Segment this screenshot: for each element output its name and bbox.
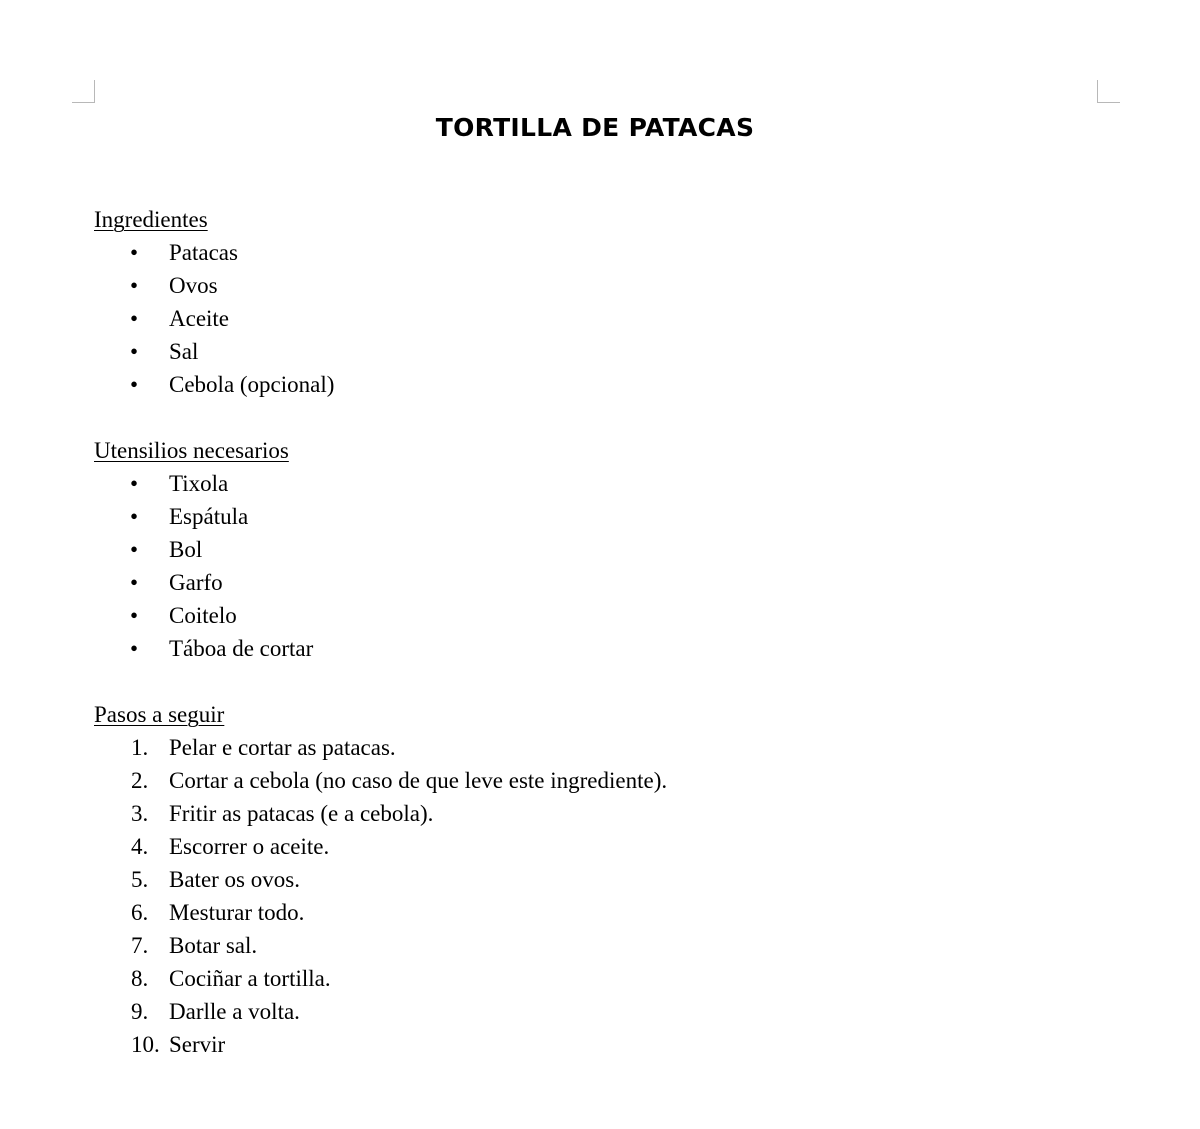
list-item-text: Táboa de cortar	[169, 636, 314, 661]
document-title: TORTILLA DE PATACAS	[435, 113, 755, 142]
list-item	[94, 995, 300, 1028]
list-item-text: Ovos	[169, 273, 218, 298]
list-item-text: Botar sal.	[169, 933, 258, 958]
list-item-text: Espátula	[169, 504, 249, 529]
list-item	[94, 863, 300, 896]
bullet-icon: •	[130, 372, 139, 397]
section-heading: Ingredientes	[94, 207, 208, 232]
bullet-icon: •	[130, 471, 139, 496]
list-item-text: Cociñar a tortilla.	[169, 966, 331, 991]
list-item-text: Servir	[169, 1032, 226, 1057]
step-number: 10.	[131, 1032, 160, 1057]
list-item	[94, 269, 218, 302]
list-item-text: Sal	[169, 339, 199, 364]
step-number: 9.	[131, 999, 149, 1024]
list-item-text: Patacas	[169, 240, 238, 265]
bullet-icon: •	[130, 504, 139, 529]
list-item	[94, 533, 289, 566]
list-item-text: Cortar a cebola (no caso de que leve este ingrediente).	[169, 768, 668, 793]
list-item	[94, 962, 331, 995]
bullet-icon: •	[130, 240, 139, 265]
step-number: 6.	[131, 900, 149, 925]
list-item	[94, 236, 238, 269]
step-number: 4.	[131, 834, 149, 859]
section-ingredientes	[94, 203, 335, 401]
step-number: 3.	[131, 801, 149, 826]
bullet-icon: •	[130, 339, 139, 364]
list-item	[94, 302, 230, 335]
bullet-icon: •	[130, 636, 139, 661]
bullet-icon: •	[130, 273, 139, 298]
list-item-text: Tixola	[169, 471, 229, 496]
list-item	[94, 830, 330, 863]
list-item-text: Pelar e cortar as patacas.	[169, 735, 396, 760]
page-corner-mark-top-left	[72, 80, 95, 103]
list-item	[94, 1028, 224, 1061]
bullet-icon: •	[130, 537, 139, 562]
list-item	[94, 731, 396, 764]
step-number: 5.	[131, 867, 149, 892]
list-item	[94, 599, 289, 632]
step-number: 2.	[131, 768, 149, 793]
list-item	[94, 797, 434, 830]
list-item-text: Coitelo	[169, 603, 237, 628]
list-item	[94, 368, 335, 401]
list-item	[94, 632, 314, 665]
section-heading: Pasos a seguir	[94, 702, 225, 727]
list-item	[94, 467, 289, 500]
list-item	[94, 566, 289, 599]
step-number: 8.	[131, 966, 149, 991]
section-heading: Utensilios necesarios	[94, 438, 289, 463]
list-item-text: Garfo	[169, 570, 223, 595]
list-item-text: Bol	[169, 537, 203, 562]
section-utensilios	[94, 434, 314, 665]
list-item	[94, 929, 258, 962]
list-item-text: Darlle a volta.	[169, 999, 300, 1024]
bullet-icon: •	[130, 306, 139, 331]
list-item	[94, 764, 668, 797]
list-item	[94, 335, 208, 368]
bullet-icon: •	[130, 570, 139, 595]
list-item-text: Fritir as patacas (e a cebola).	[169, 801, 434, 826]
list-item-text: Cebola (opcional)	[169, 372, 335, 397]
page-corner-mark-top-right	[1097, 80, 1120, 103]
step-number: 7.	[131, 933, 149, 958]
list-item	[94, 500, 289, 533]
section-pasos	[94, 698, 668, 1061]
list-item	[94, 896, 305, 929]
list-item-text: Escorrer o aceite.	[169, 834, 330, 859]
bullet-icon: •	[130, 603, 139, 628]
list-item-text: Aceite	[169, 306, 230, 331]
step-number: 1.	[131, 735, 149, 760]
list-item-text: Bater os ovos.	[169, 867, 300, 892]
list-item-text: Mesturar todo.	[169, 900, 305, 925]
